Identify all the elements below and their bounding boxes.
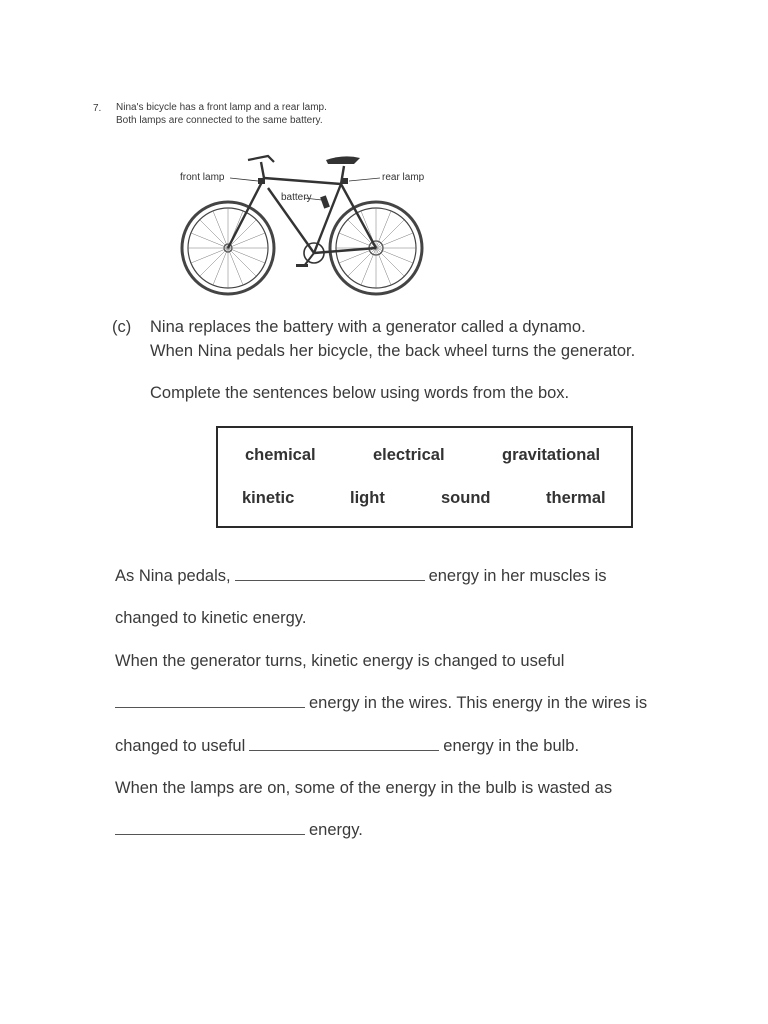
- instruction: Complete the sentences below using words from the box.: [150, 384, 570, 402]
- word-gravitational: gravitational: [502, 446, 601, 464]
- word-thermal: thermal: [546, 489, 606, 507]
- sentence-3: When the generator turns, kinetic energy is changed to useful: [115, 652, 565, 670]
- rear-lamp-label: rear lamp: [382, 172, 425, 183]
- sentence-2: changed to kinetic energy.: [115, 609, 307, 627]
- sentence-7: [115, 821, 363, 840]
- answer-blank-1[interactable]: [235, 579, 425, 581]
- answer-blank-4[interactable]: [115, 833, 305, 835]
- front-lamp-label: front lamp: [180, 172, 225, 183]
- word-light: light: [350, 489, 385, 507]
- sentence-4-end: energy in the wires. This energy in the wires is: [309, 694, 648, 712]
- sentence-5: [115, 737, 579, 756]
- sentence-1-start: As Nina pedals,: [115, 567, 231, 585]
- battery-label: battery: [281, 192, 312, 203]
- answer-blank-2[interactable]: [115, 706, 305, 708]
- question-intro-line-2: Both lamps are connected to the same battery.: [116, 115, 323, 126]
- bicycle-diagram: [176, 148, 426, 304]
- sentence-1-end: energy in her muscles is: [428, 567, 607, 585]
- word-box: [216, 426, 633, 528]
- word-electrical: electrical: [373, 446, 445, 464]
- question-intro-line-1: Nina's bicycle has a front lamp and a rear lamp.: [116, 102, 327, 113]
- word-sound: sound: [441, 489, 491, 507]
- sentence-5-start: changed to useful: [115, 737, 246, 755]
- answer-blank-3[interactable]: [249, 749, 439, 751]
- word-kinetic: kinetic: [242, 489, 295, 507]
- part-c-line-2: When Nina pedals her bicycle, the back wheel turns the generator.: [150, 342, 636, 360]
- sentence-7-end: energy.: [309, 821, 363, 839]
- sentence-6: When the lamps are on, some of the energy in the bulb is wasted as: [115, 779, 613, 797]
- question-number: 7.: [93, 103, 102, 114]
- part-c-line-1: Nina replaces the battery with a generator called a dynamo.: [150, 318, 586, 336]
- sentence-5-end: energy in the bulb.: [443, 737, 580, 755]
- part-label: (c): [112, 318, 132, 336]
- word-chemical: chemical: [245, 446, 316, 464]
- sentence-1: [115, 567, 607, 586]
- sentence-4: [115, 694, 647, 713]
